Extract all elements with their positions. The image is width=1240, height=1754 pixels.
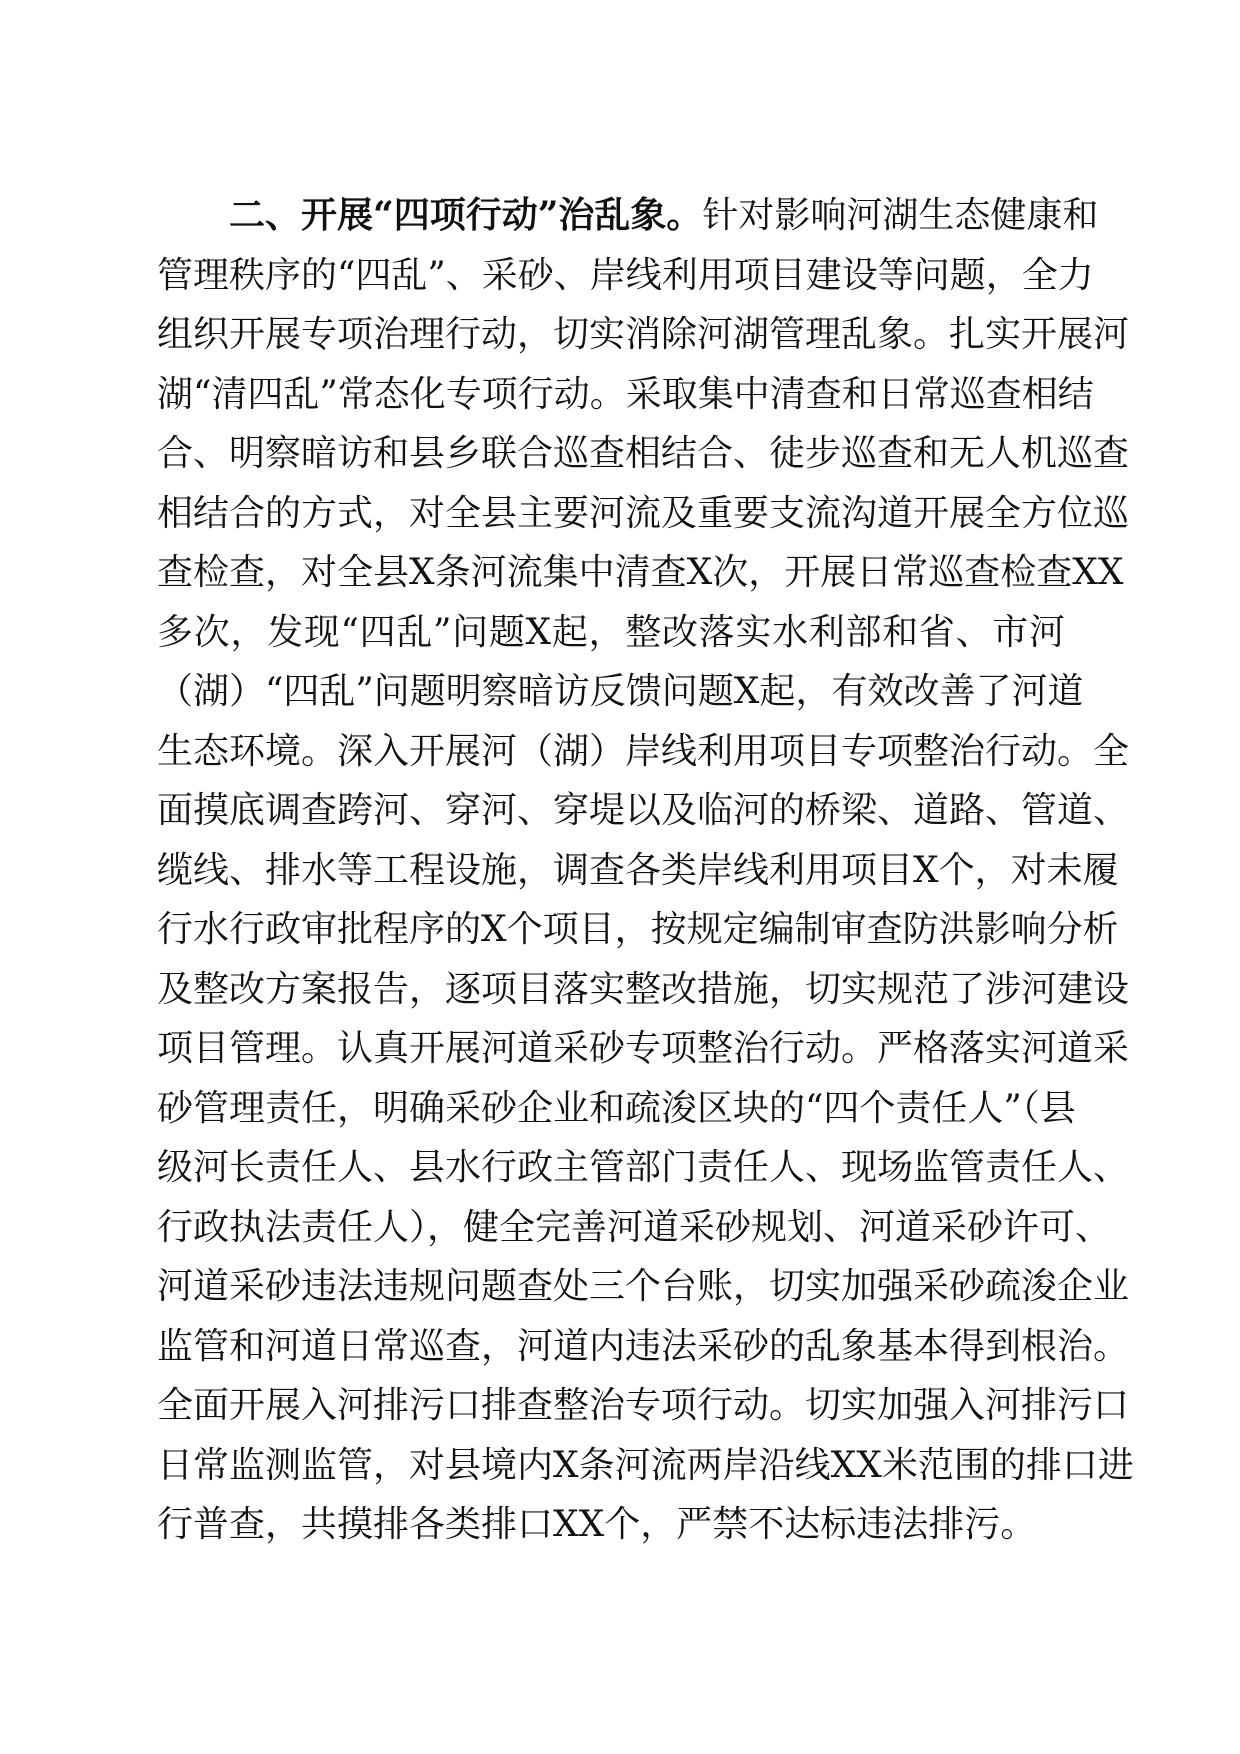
paragraph-line: 湖“清四乱”常态化专项行动。采取集中清查和日常巡查相结 [157,373,1094,415]
paragraph-line: 合、明察暗访和县乡联合巡查相结合、徒步巡查和无人机巡查 [157,433,1130,474]
paragraph-line: 行政执法责任人），健全完善河道采砂规划、河道采砂许可、 [157,1206,1112,1248]
paragraph-line: 及整改方案报告，逐项目落实整改措施，切实规范了涉河建设 [157,968,1130,1010]
line-text: 针对影响河湖生态健康和 [702,195,1099,236]
paragraph-line: 全面开展入河排污口排查整治专项行动。切实加强入河排污口 [157,1385,1130,1426]
paragraph-line: 项目管理。认真开展河道采砂专项整治行动。严格落实河道采 [157,1028,1130,1069]
paragraph-line-last: 行普查，共摸排各类排口XX个，严禁不达标违法排污。 [157,1504,1037,1545]
paragraph-line: 缆线、排水等工程设施，调查各类岸线利用项目X个，对未履 [157,849,1119,891]
paragraph-line: 多次，发现“四乱”问题X起，整改落实水利部和省、市河 [157,611,1065,653]
paragraph-line: 生态环境。深入开展河（湖）岸线利用项目专项整治行动。全 [157,730,1130,772]
paragraph-line: 组织开展专项治理行动，切实消除河湖管理乱象。扎实开展河 [157,314,1130,355]
paragraph-line: 面摸底调查跨河、穿河、穿堤以及临河的桥梁、道路、管道、 [157,790,1130,831]
paragraph-line: （湖）“四乱”问题明察暗访反馈问题X起，有效改善了河道 [157,671,1084,712]
section-heading: 二、开展“四项行动”治乱象。 [229,194,703,236]
paragraph-line: 查检查，对全县X条河流集中清查X次，开展日常巡查检查XX [157,552,1124,593]
paragraph-line: 日常监测监管，对县境内X条河流两岸沿线XX米范围的排口进 [157,1444,1134,1486]
paragraph-line: 监管和河道日常巡查，河道内违法采砂的乱象基本得到根治。 [157,1325,1130,1367]
paragraph-line: 相结合的方式，对全县主要河流及重要支流沟道开展全方位巡 [157,492,1130,534]
paragraph-line: 河道采砂违法违规问题查处三个台账，切实加强采砂疏浚企业 [157,1266,1130,1307]
paragraph-line: 管理秩序的“四乱”、采砂、岸线利用项目建设等问题，全力 [157,254,1094,296]
paragraph-line: 级河长责任人、县水行政主管部门责任人、现场监管责任人、 [157,1147,1130,1188]
paragraph-line [157,186,1099,246]
document-body [157,186,1134,1555]
paragraph-line: 行水行政审批程序的X个项目，按规定编制审查防洪影响分析 [157,909,1119,950]
paragraph-line: 砂管理责任，明确采砂企业和疏浚区块的“四个责任人”（县 [157,1087,1076,1129]
